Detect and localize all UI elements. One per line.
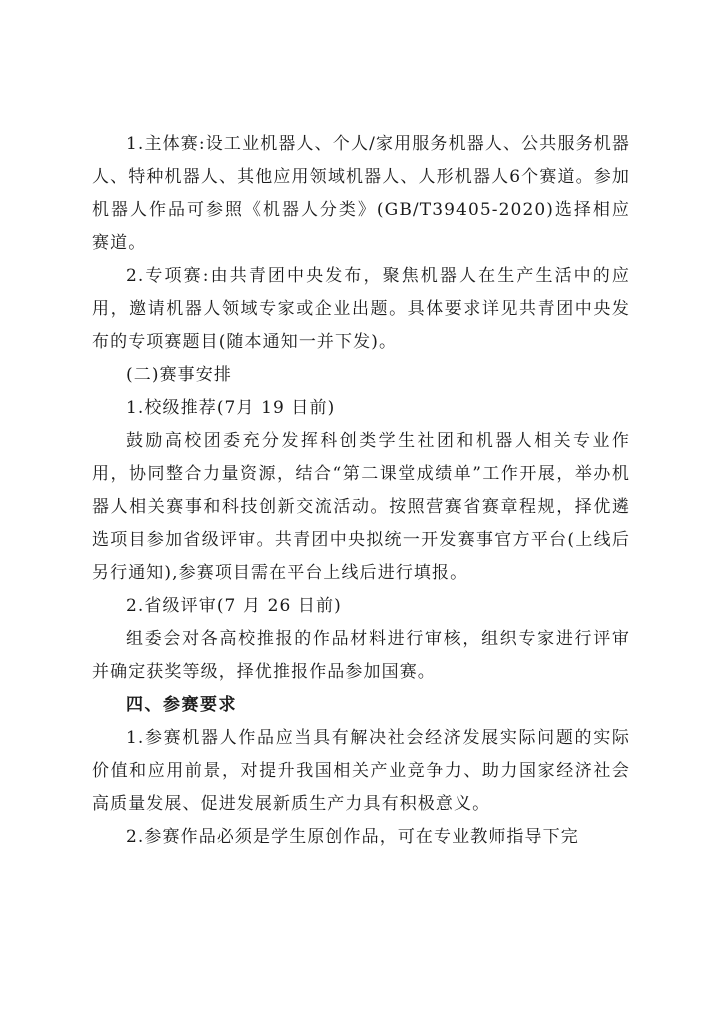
paragraph-school-recommend-title: 1.校级推荐(7月 19 日前) — [126, 398, 336, 418]
section-heading-schedule: (二)赛事安排 — [126, 365, 232, 385]
paragraph-provincial-review-body: 组委会对各高校推报的作品材料进行审核，组织专家进行评审并确定获奖等级，择优推报作品参加国赛。 — [92, 629, 630, 682]
section-heading-requirements: 四、参赛要求 — [126, 695, 237, 715]
paragraph-special-track: 2.专项赛:由共青团中央发布，聚焦机器人在生产生活中的应用，邀请机器人领域专家或企业出题。具体要求详见共青团中央发布的专项赛题目(随本通知一并下发)。 — [92, 266, 630, 352]
paragraph-requirement-1: 1.参赛机器人作品应当具有解决社会经济发展实际问题的实际价值和应用前景，对提升我国相关产业竞争力、助力国家经济社会高质量发展、促进发展新质生产力具有积极意义。 — [92, 728, 630, 814]
paragraph-provincial-review-title: 2.省级评审(7 月 26 日前) — [126, 596, 342, 616]
paragraph-main-track: 1.主体赛:设工业机器人、个人/家用服务机器人、公共服务机器人、特种机器人、其他应用领域机器人、人形机器人6个赛道。参加机器人作品可参照《机器人分类》(GB/T39405-2020)选择相应赛道。 — [92, 134, 630, 253]
paragraph-school-recommend-body: 鼓励高校团委充分发挥科创类学生社团和机器人相关专业作用，协同整合力量资源，结合“第二课堂成绩单”工作开展，举办机器人相关赛事和科技创新交流活动。按照营赛省赛章程规，择优遴选项目参加省级评审。共青团中央拟统一开发赛事官方平台(上线后另行通知),参赛项目需在平台上线后进行填报。 — [92, 431, 630, 583]
paragraph-requirement-2: 2.参赛作品必须是学生原创作品，可在专业教师指导下完 — [126, 827, 579, 847]
